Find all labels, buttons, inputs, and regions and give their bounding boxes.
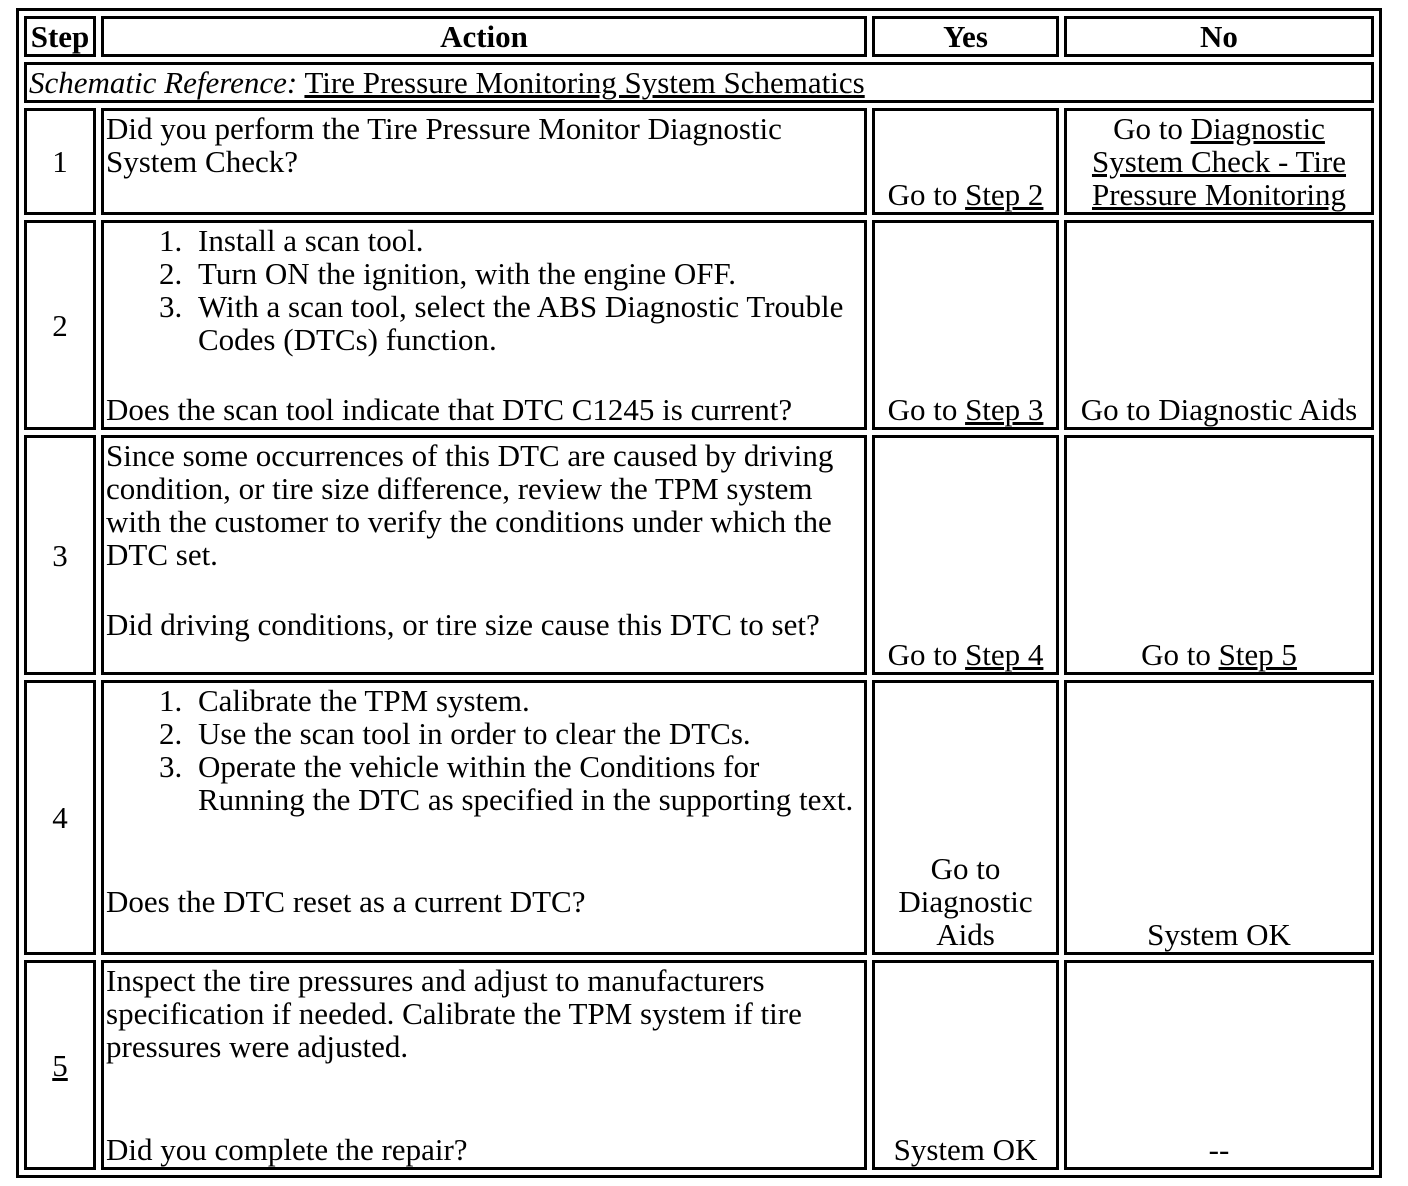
- list-item: 2. Turn ON the ignition, with the engine OFF.: [190, 257, 862, 290]
- action-text: Inspect the tire pressures and adjust to manufacturers specification if needed. Calibrate the TPM system if tire pressures were adjusted.: [106, 963, 802, 1064]
- no-link-diagnostic-system-check[interactable]: Diagnostic System Check - Tire Pressure Monitoring: [1091, 111, 1347, 212]
- table-row: [24, 960, 1374, 1170]
- header-row: [24, 16, 1374, 57]
- step-number: 3: [24, 435, 96, 675]
- action-cell: [101, 108, 867, 215]
- header-no: No: [1064, 16, 1374, 57]
- table-row: [24, 680, 1374, 955]
- go-to-label: Go to: [887, 392, 958, 427]
- go-to-label: Go to: [887, 637, 958, 672]
- action-question: Does the DTC reset as a current DTC?: [106, 884, 586, 919]
- action-cell: [101, 960, 867, 1170]
- no-cell: [1064, 108, 1374, 215]
- table-row: [24, 220, 1374, 430]
- yes-link-step-3[interactable]: Step 3: [965, 392, 1044, 427]
- list-item: 1. Install a scan tool.: [190, 224, 862, 257]
- go-to-label: Go to: [1141, 637, 1211, 672]
- instruction-list: [106, 224, 862, 356]
- yes-cell: [872, 220, 1059, 430]
- list-item: 3. Operate the vehicle within the Conditions for Running the DTC as specified in the supporting text.: [190, 750, 862, 816]
- action-cell: [101, 435, 867, 675]
- step-5-link[interactable]: 5: [52, 1047, 68, 1083]
- step-number: [24, 960, 96, 1170]
- table-row: [24, 435, 1374, 675]
- yes-cell: [872, 108, 1059, 215]
- list-item: 1. Calibrate the TPM system.: [190, 684, 862, 717]
- step-number: 2: [24, 220, 96, 430]
- step-number: 1: [24, 108, 96, 215]
- schematic-reference: [24, 62, 1374, 103]
- no-cell: [1064, 435, 1374, 675]
- go-to-label: Go to: [887, 177, 958, 212]
- diagnostic-table: [16, 8, 1382, 1178]
- yes-cell: Go to Diagnostic Aids: [872, 680, 1059, 955]
- list-item: 3. With a scan tool, select the ABS Diagnostic Trouble Codes (DTCs) function.: [190, 290, 862, 356]
- header-action: Action: [101, 16, 867, 57]
- schematic-row: [24, 62, 1374, 103]
- schematic-label: Schematic Reference:: [29, 65, 298, 100]
- yes-link-step-2[interactable]: Step 2: [965, 177, 1044, 212]
- header-yes: Yes: [872, 16, 1059, 57]
- header-step: Step: [24, 16, 96, 57]
- go-to-label: Go to: [1113, 111, 1183, 146]
- no-cell: --: [1064, 960, 1374, 1170]
- instruction-list: [106, 684, 862, 816]
- yes-cell: [872, 435, 1059, 675]
- yes-cell: System OK: [872, 960, 1059, 1170]
- action-cell: [101, 220, 867, 430]
- no-cell: System OK: [1064, 680, 1374, 955]
- step-number: 4: [24, 680, 96, 955]
- schematic-link[interactable]: Tire Pressure Monitoring System Schematics: [304, 65, 865, 100]
- action-question: Did driving conditions, or tire size cause this DTC to set?: [106, 607, 820, 642]
- action-text: Since some occurrences of this DTC are caused by driving condition, or tire size difference, review the TPM system with the customer to verify the conditions under which the DTC set.: [106, 438, 834, 572]
- action-cell: [101, 680, 867, 955]
- yes-link-step-4[interactable]: Step 4: [965, 637, 1044, 672]
- action-question: Did you complete the repair?: [106, 1132, 468, 1167]
- action-question: Did you perform the Tire Pressure Monitor Diagnostic System Check?: [106, 111, 782, 179]
- table-row: [24, 108, 1374, 215]
- list-item: 2. Use the scan tool in order to clear the DTCs.: [190, 717, 862, 750]
- action-question: Does the scan tool indicate that DTC C1245 is current?: [106, 392, 793, 427]
- no-cell: Go to Diagnostic Aids: [1064, 220, 1374, 430]
- no-link-step-5[interactable]: Step 5: [1218, 637, 1297, 672]
